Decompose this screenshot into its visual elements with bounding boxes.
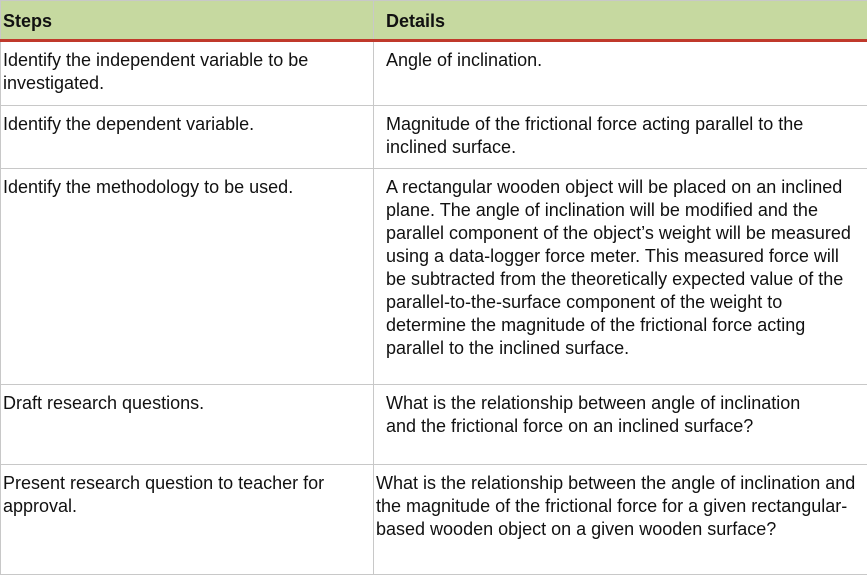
step-text: Present research question to teacher for approval. [3, 473, 325, 516]
detail-cell [374, 41, 867, 106]
table-row [1, 41, 867, 106]
detail-text: Magnitude of the frictional force acting parallel to the inclined surface. [386, 114, 804, 157]
detail-cell [374, 169, 867, 385]
table-row [1, 106, 867, 169]
header-steps: Steps [1, 1, 374, 41]
header-details: Details [374, 1, 867, 41]
detail-text: What is the relationship between the angle of inclination and the magnitude of the frictional force for a given rectangular-based wooden object on a given wooden surface? [376, 473, 856, 539]
step-cell [1, 465, 374, 575]
step-cell [1, 41, 374, 106]
detail-cell [374, 465, 867, 575]
detail-cell [374, 106, 867, 169]
table-row [1, 465, 867, 575]
step-text: Draft research questions. [3, 393, 205, 413]
detail-cell [374, 385, 867, 465]
detail-text: Angle of inclination. [386, 50, 543, 70]
step-text: Identify the dependent variable. [3, 114, 255, 134]
step-cell [1, 106, 374, 169]
detail-text: A rectangular wooden object will be placed on an inclined plane. The angle of inclination will be modified and the parallel component of the object’s weight will be measured using a data-logger force meter. This measured force will be subtracted from the theoretically expected value of the parallel-to-the-surface component of the weight to determine the magnitude of the frictional force acting parallel to the inclined surface. [386, 177, 851, 358]
step-text: Identify the methodology to be used. [3, 177, 294, 197]
table-header-row [1, 1, 867, 41]
table-row [1, 169, 867, 385]
step-text: Identify the independent variable to be investigated. [3, 50, 309, 93]
detail-text: What is the relationship between angle of inclination and the frictional force on an inclined surface? [386, 393, 801, 436]
table-row [1, 385, 867, 465]
step-cell [1, 385, 374, 465]
step-cell [1, 169, 374, 385]
